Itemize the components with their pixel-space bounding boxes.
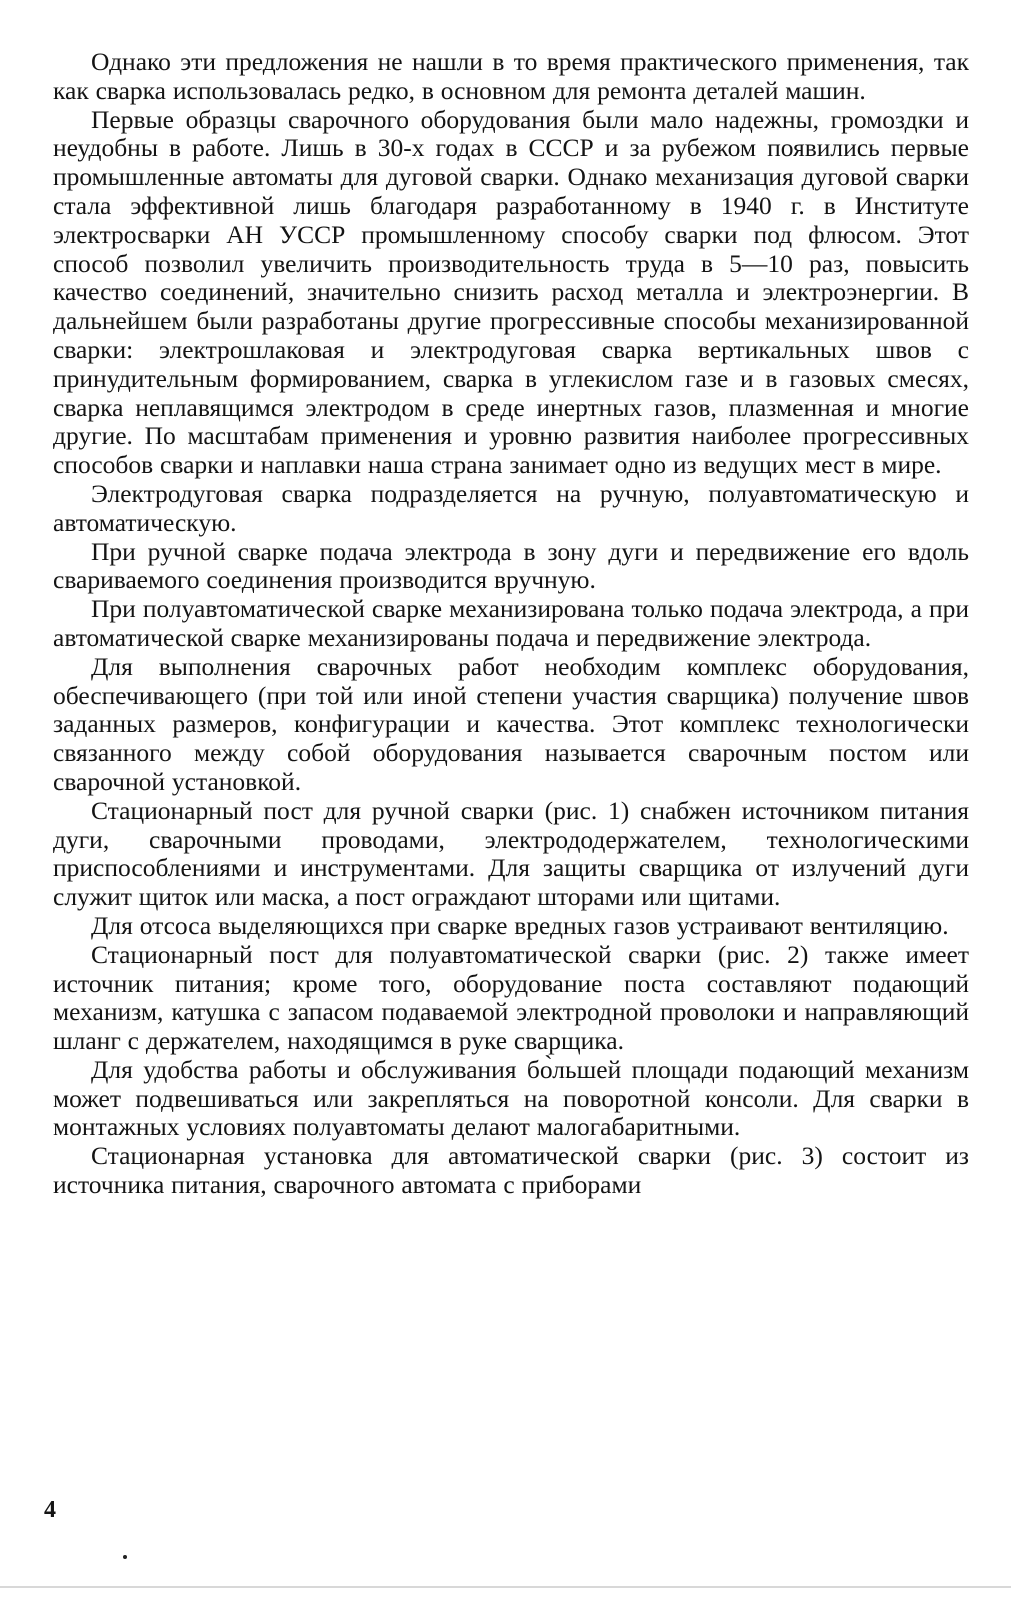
paragraph-4: При ручной сварке подача электрода в зону дуги и передвижение его вдоль свариваемого соединения производится вручную. [53,536,969,595]
paragraph-5: При полуавтоматической сварке механизирована только подача электрода, а при автоматической сварке механизированы подача и передвижение электрода. [53,594,969,652]
paragraph-1: Однако эти предложения не нашли в то время практического применения, так как сварка использовалась редко, в основном для ремонта деталей машин. [53,47,969,105]
paragraph-10: Для удобства работы и обслуживания бо̀льшей площади подающий механизм может подвешиваться или закрепляться на поворотной консоли. Для сварки в монтажных условиях полуавтоматы делают малогабаритными. [53,1054,969,1142]
paragraph-3: Электродуговая сварка подразделяется на ручную, полуавтоматическую и автоматическую. [53,478,969,537]
paragraph-8: Для отсоса выделяющихся при сварке вредных газов устраивают вентиляцию. [91,910,949,940]
page-number: 4 [44,1497,56,1523]
paragraph-6: Для выполнения сварочных работ необходим комплекс оборудования, обеспечивающего (при той или иной степени участия сварщика) получение швов заданных размеров, конфигурации и качества. Этот комплекс технологически связанного между собой оборудования называется сварочным постом или сварочной установкой. [53,651,969,796]
paragraph-11: Стационарная установка для автоматической сварки (рис. 3) состоит из источника питания, сварочного автомата с приборами [53,1141,969,1200]
print-speck [123,1555,127,1559]
paragraph-9: Стационарный пост для полуавтоматической сварки (рис. 2) также имеет источник питания; кроме того, оборудование поста составляют подающий механизм, катушка с запасом подаваемой электродной проволоки и направляющий шланг с держателем, находящимся в руке сварщика. [53,939,969,1056]
page-edge-line [0,1586,1011,1588]
paragraph-7: Стационарный пост для ручной сварки (рис. 1) снабжен источником питания дуги, сварочными проводами, электрододержателем, технологическими приспособлениями и инструментами. Для защиты сварщика от излучений дуги служит щиток или маска, а пост ограждают шторами или щитами. [53,795,969,912]
page-body [53,48,969,1588]
paragraph-2: Первые образцы сварочного оборудования были мало надежны, громоздки и неудобны в работе. Лишь в 30-х годах в СССР и за рубежом появились первые промышленные автоматы для дуговой сварки. Однако механизация дуговой сварки стала эффективной лишь благодаря разработанному в 1940 г. в Институте электросварки АН УССР промышленному способу сварки под флюсом. Этот способ позволил увеличить производительность труда в 5—10 раз, повысить качество соединений, значительно снизить расход металла и электроэнергии. В дальнейшем были разработаны другие прогрессивные способы механизированной сварки: электрошлаковая и электродуговая сварка вертикальных швов с принудительным формированием, сварка в углекислом газе и в газовых смесях, сварка неплавящимся электродом в среде инертных газов, плазменная и многие другие. По масштабам применения и уровню развития наиболее прогрессивных способов сварки и наплавки наша страна занимает одно из ведущих мест в мире. [53,104,969,480]
